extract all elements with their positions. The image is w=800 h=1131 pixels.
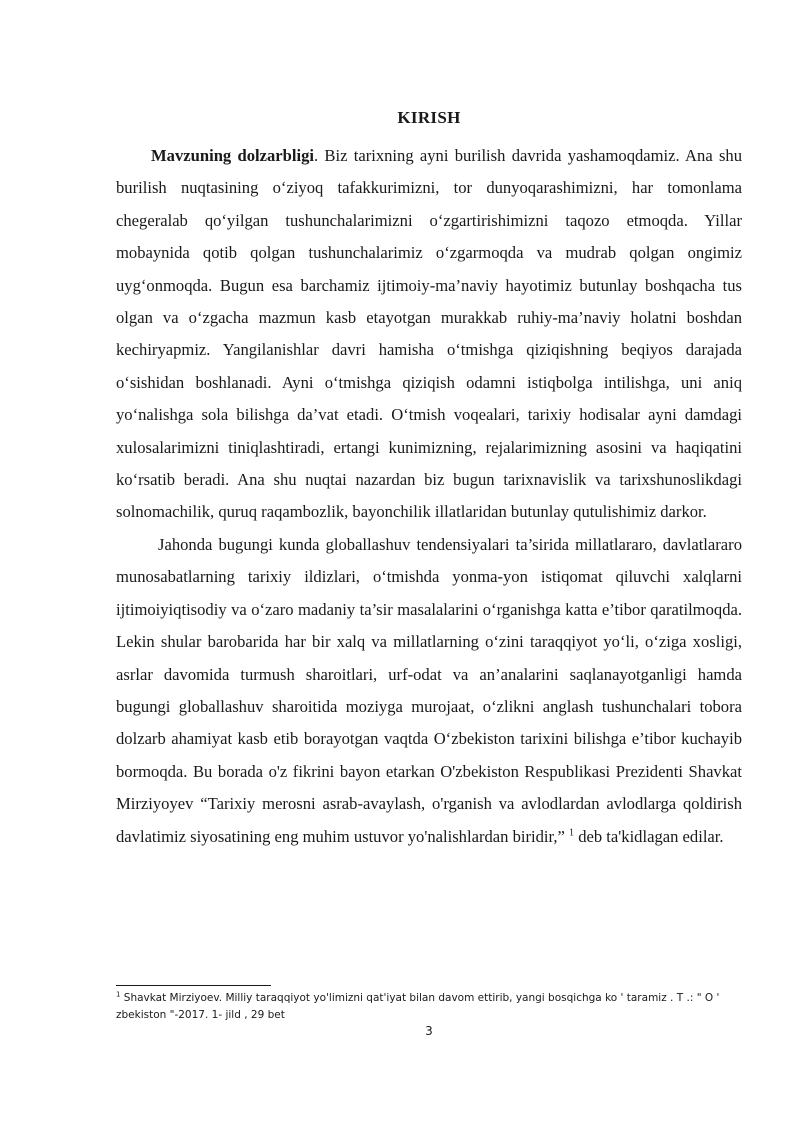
footnote-marker: 1 — [116, 990, 121, 999]
paragraph-tail: deb ta'kidlagan edilar. — [574, 826, 724, 846]
paragraph-lead: Mavzuning dolzarbligi — [151, 146, 314, 165]
footnote — [116, 990, 742, 1024]
footnote-text: Shavkat Mirziyoev. Milliy taraqqiyot yo'limizni qat'iyat bilan davom ettirib, yangi bosqichga ko ' taramiz . T .: " O ' zbekiston "-2017. 1- jild , 29 bet — [116, 992, 720, 1021]
paragraph-text: . Biz tarixning ayni burilish davrida yashamoqdamiz. Ana shu burilish nuqtasining o‘ziyoq tafakkurimizni, tor dunyoqarashimizni, har tomonlama chegeralab qo‘yilgan tushunchalarimizni o‘zgartirishimizni taqozo etmoqda. Yillar mobaynida qotib qolgan tushunchalarimiz o‘zgarmoqda va mudrab qolgan ongimiz uyg‘onmoqda. Bugun esa barchamiz ijtimoiy-ma’naviy hayotimiz butunlay boshqacha tus olgan va o‘zgacha mazmun kasb etayotgan murakkab ruhiy-ma’naviy holatni boshdan kechiryapmiz. Yangilanishlar davri hamisha o‘tmishga qiziqishning beqiyos darajada o‘sishidan boshlanadi. Ayni o‘tmishga qiziqish odamni istiqbolga intilishga, uni aniq yo‘nalishga sola bilishga da’vat etadi. O‘tmish voqealari, tarixiy hodisalar ayni damdagi xulosalarimizni tiniqlashtiradi, ertangi kunimizning, rejalarimizning asosini va haqiqatini ko‘rsatib beradi. Ana shu nuqtai nazardan biz bugun tarixnavislik va tarixshunoslikdagi solnomachilik, quruq raqambozlik, bayonchilik illatlaridan butunlay qutulishimiz darkor. — [116, 146, 742, 522]
paragraph-text: Jahonda bugungi kunda globallashuv tendensiyalari ta’sirida millatlararo, davlatlararo munosabatlarning tarixiy ildizlari, o‘tmishda yonma-yon istiqomat qiluvchi xalqlarni ijtimoiyiqtisodiy va o‘zaro madaniy ta’sir masalalarini o‘rganishga katta e’tibor qaratilmoqda. Lekin shular barobarida har bir xalq va millatlarning o‘zini taraqqiyot yo‘li, o‘ziga xosligi, asrlar davomida turmush sharoitlari, urf-odat va an’analarini saqlanayotganligi hamda bugungi globallashuv sharoitida moziyga murojaat, o‘zlikni anglash tushunchalari tobora dolzarb ahamiyat kasb etib borayotgan vaqtda O‘zbekiston tarixini bilishga e’tibor kuchayib bormoqda. Bu borada o'z fikrini bayon etarkan O'zbekiston Respublikasi Prezidenti Shavkat Mirziyoyev “Tarixiy merosni asrab-avaylash, o'rganish va avlodlardan avlodlarga qoldirish davlatimiz siyosatining eng muhim ustuvor yo'nalishlardan biridir,” — [116, 534, 742, 846]
footnote-separator — [116, 985, 271, 986]
page-title: KIRISH — [397, 108, 461, 127]
body-text — [116, 140, 742, 853]
page-number: 3 — [425, 1024, 433, 1038]
paragraph-relevance — [116, 140, 742, 529]
paragraph-globalization — [116, 529, 742, 853]
footnote-reference[interactable]: 1 — [569, 827, 575, 838]
